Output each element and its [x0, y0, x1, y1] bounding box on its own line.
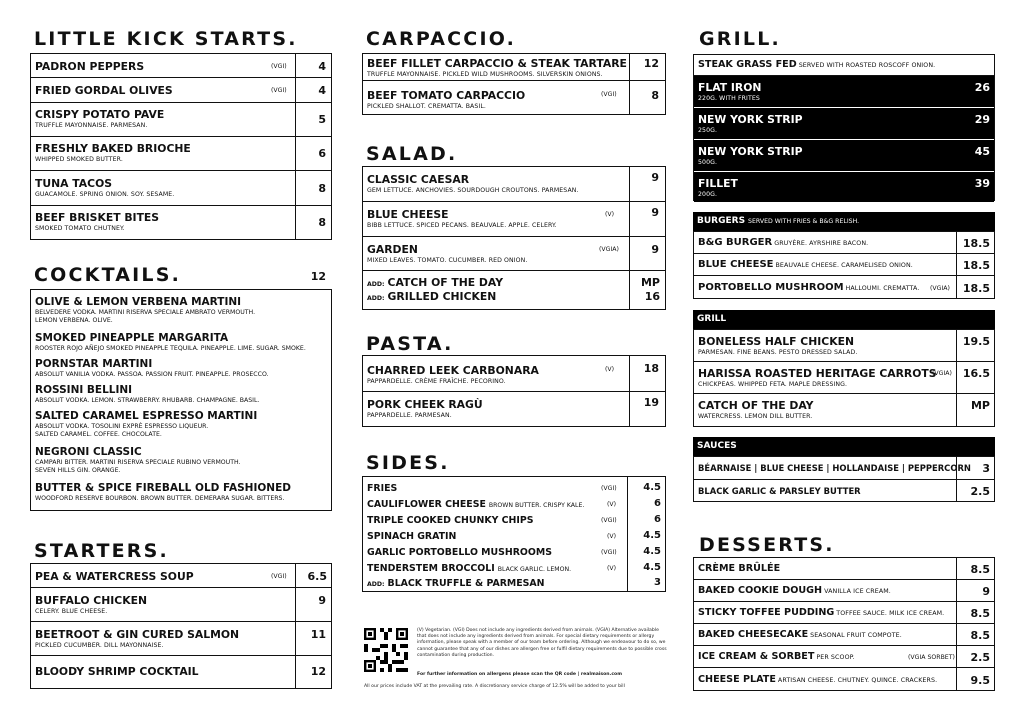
item-price: 19.5 — [962, 335, 990, 348]
item-extra: TOFFEE SAUCE. MILK ICE CREAM. — [836, 610, 945, 617]
diet-tag: (V) — [605, 366, 615, 373]
section-heading-desserts: DESSERTS. — [699, 534, 835, 556]
diet-tag: (VGI) — [601, 91, 617, 98]
item-price: 18.5 — [962, 282, 990, 295]
cocktails-price: 12 — [310, 270, 326, 283]
item-name: NEW YORK STRIP — [698, 145, 803, 158]
item-description: CELERY. BLUE CHEESE. — [35, 608, 108, 615]
item-line — [698, 651, 855, 662]
menu-item — [363, 202, 665, 237]
section-heading-carpaccio: CARPACCIO. — [366, 28, 517, 50]
menu-item — [31, 206, 331, 239]
side-name: CAULIFLOWER CHEESE — [367, 499, 486, 510]
cocktails-box — [30, 289, 332, 511]
item-price: 12 — [643, 57, 659, 70]
item-price: 45 — [974, 145, 990, 158]
item-description: 250G. — [698, 127, 718, 134]
cocktail-name: PORNSTAR MARTINI — [35, 358, 153, 370]
item-description: MIXED LEAVES. TOMATO. CUCUMBER. RED ONION. — [367, 257, 528, 264]
qr-note: For further information on allergens please scan the QR code | realmaison.com — [417, 672, 622, 677]
item-name: FLAT IRON — [698, 81, 762, 94]
add-on-price: MP — [640, 276, 660, 289]
side-name: GARLIC PORTOBELLO MUSHROOMS — [367, 547, 552, 558]
pasta-box — [362, 355, 666, 427]
item-extra: PER SCOOP. — [816, 654, 855, 661]
item-name: PEA & WATERCRESS SOUP — [35, 570, 194, 583]
item-description: CHICKPEAS. WHIPPED FETA. MAPLE DRESSING. — [698, 381, 848, 388]
side-name: TENDERSTEM BROCCOLI — [367, 563, 495, 574]
item-line — [698, 282, 919, 293]
item-name: STICKY TOFFEE PUDDING — [698, 607, 835, 618]
item-price: 6 — [318, 147, 326, 160]
item-name: BAKED COOKIE DOUGH — [698, 585, 823, 596]
cocktail-description: WOODFORD RESERVE BOURBON. BROWN BUTTER. DEMERARA SUGAR. BITTERS. — [35, 495, 285, 502]
salad-add-ons — [363, 271, 665, 311]
item-description: WATERCRESS. LEMON DILL BUTTER. — [698, 413, 813, 420]
sauces-header: SAUCES — [693, 437, 995, 456]
diet-tag: (VGI) — [271, 87, 287, 94]
item-name: CHARRED LEEK CARBONARA — [367, 364, 539, 377]
item-price: 18.5 — [962, 259, 990, 272]
sauce-name: BLACK GARLIC & PARSLEY BUTTER — [698, 486, 861, 496]
add-label: ADD: — [367, 281, 385, 288]
diet-tag: (VGIA) — [930, 285, 950, 292]
menu-item — [31, 171, 331, 206]
diet-tag: (V) — [605, 211, 615, 218]
section-heading-grill: GRILL. — [699, 28, 781, 50]
item-price: 9 — [651, 206, 659, 219]
menu-item — [363, 392, 665, 428]
diet-tag: (VGI) — [601, 485, 617, 492]
cocktail-name: BUTTER & SPICE FIREBALL OLD FASHIONED — [35, 482, 291, 494]
diet-tag: (VGI) — [271, 573, 287, 580]
item-price: 12 — [310, 665, 326, 678]
add-on-item — [367, 276, 503, 289]
menu-item — [694, 580, 994, 602]
item-extra: HALLOUMI. CREMATTA. — [845, 285, 920, 292]
item-extra: VANILLA ICE CREAM. — [824, 588, 891, 595]
cocktail-description: ABSOLUT VODKA. LEMON. STRAWBERRY. RHUBARB. CHAMPAGNE. BASIL. — [35, 397, 260, 404]
sides-box — [362, 476, 666, 592]
item-price: 6.5 — [307, 570, 327, 583]
steak-item — [694, 172, 994, 202]
item-price: 19 — [643, 396, 659, 409]
steak-item — [694, 108, 994, 140]
item-name: FRESHLY BAKED BRIOCHE — [35, 142, 191, 155]
item-description: 500G. — [698, 159, 718, 166]
sauce-price: 3 — [982, 462, 990, 475]
menu-item — [694, 558, 994, 580]
cocktail-name: OLIVE & LEMON VERBENA MARTINI — [35, 296, 242, 308]
diet-tag: (V) — [607, 533, 617, 540]
sauce-name: BÉARNAISE | BLUE CHEESE | HOLLANDAISE | PEPPERCORN — [698, 463, 971, 473]
item-price: 9 — [982, 585, 990, 598]
little-kick-starts-box — [30, 53, 332, 240]
item-price: 26 — [974, 81, 990, 94]
side-name: FRIES — [367, 483, 398, 494]
item-name: CLASSIC CAESAR — [367, 173, 470, 186]
diet-tag: (VGIA) — [599, 246, 619, 253]
section-heading-starters: STARTERS. — [34, 540, 169, 562]
menu-item — [694, 668, 994, 692]
section-heading-salad: SALAD. — [366, 143, 458, 165]
item-price: 8.5 — [970, 563, 990, 576]
item-price: 5 — [318, 113, 326, 126]
section-heading-sides: SIDES. — [366, 452, 450, 474]
item-name: BONELESS HALF CHICKEN — [698, 335, 854, 348]
item-name: BLUE CHEESE — [367, 208, 449, 221]
section-heading-cocktails: COCKTAILS. — [34, 264, 182, 286]
item-description: PAPPARDELLE. CRÈME FRAÎCHE. PECORINO. — [367, 378, 506, 385]
burgers-header-name: BURGERS — [697, 216, 746, 226]
burgers-box — [693, 231, 995, 299]
cocktail-description: BELVEDERE VODKA. MARTINI RISERVA SPECIALE AMBRATO VERMOUTH. — [35, 309, 256, 316]
section-heading-pasta: PASTA. — [366, 333, 454, 355]
item-price: 9 — [651, 243, 659, 256]
item-name: FILLET — [698, 177, 738, 190]
add-label: ADD: — [367, 581, 385, 588]
item-price: 16.5 — [962, 367, 990, 380]
sauces-box — [693, 456, 995, 502]
diet-tag: (VGI) — [601, 517, 617, 524]
cocktail-name: ROSSINI BELLINI — [35, 384, 133, 396]
cocktail-description: CAMPARI BITTER. MARTINI RISERVA SPECIALE RUBINO VERMOUTH. — [35, 459, 241, 466]
item-description: GEM LETTUCE. ANCHOVIES. SOURDOUGH CROUTONS. PARMESAN. — [367, 187, 579, 194]
sauce-item — [694, 480, 994, 503]
side-add-on — [367, 578, 545, 589]
steak-header-item — [698, 59, 935, 70]
item-price: 9.5 — [970, 674, 990, 687]
item-line — [698, 607, 944, 618]
steak-box — [693, 54, 995, 201]
diet-tag: (V) — [607, 501, 617, 508]
burgers-header — [693, 212, 995, 231]
item-name: PADRON PEPPERS — [35, 60, 145, 73]
item-price: 4 — [318, 84, 326, 97]
item-line — [698, 674, 937, 685]
diet-tag: (VGIA SORBET) — [908, 654, 955, 661]
side-price: 4.5 — [643, 530, 661, 541]
menu-item — [694, 602, 994, 624]
add-on-item — [367, 290, 496, 303]
cocktail-name: NEGRONI CLASSIC — [35, 446, 142, 458]
item-price: 9 — [651, 171, 659, 184]
item-line — [698, 259, 913, 270]
item-extra: ARTISAN CHEESE. CHUTNEY. QUINCE. CRACKERS. — [777, 677, 938, 684]
item-description: WHIPPED SMOKED BUTTER. — [35, 156, 123, 163]
add-label: ADD: — [367, 295, 385, 302]
item-price: 18 — [643, 362, 659, 375]
item-price: 8 — [318, 216, 326, 229]
item-name: PORK CHEEK RAGÙ — [367, 398, 483, 411]
menu-item — [31, 78, 331, 103]
steak-item — [694, 76, 994, 108]
item-name: BLOODY SHRIMP COCKTAIL — [35, 665, 199, 678]
side-price: 4.5 — [643, 546, 661, 557]
menu-item — [694, 362, 994, 394]
desserts-box — [693, 557, 995, 691]
item-name: BAKED CHEESECAKE — [698, 629, 809, 640]
item-name: ICE CREAM & SORBET — [698, 651, 815, 662]
add-on-name: CATCH OF THE DAY — [387, 276, 504, 289]
menu-item — [363, 356, 665, 392]
side-price: 6 — [654, 498, 661, 509]
item-line — [698, 237, 868, 248]
cocktail-description: SALTED CARAMEL. COFFEE. CHOCOLATE. — [35, 431, 162, 438]
item-price: 8 — [651, 89, 659, 102]
item-name: B&G BURGER — [698, 237, 773, 248]
diet-tag: (VGI) — [601, 549, 617, 556]
menu-item — [31, 54, 331, 78]
item-line — [698, 585, 891, 596]
menu-item — [694, 330, 994, 362]
qr-code-icon — [364, 628, 408, 672]
item-name: BEEF BRISKET BITES — [35, 211, 160, 224]
grill-header: GRILL — [693, 310, 995, 329]
diet-tag: (VGI) — [271, 63, 287, 70]
menu-item — [694, 276, 994, 300]
side-extra: BLACK GARLIC. LEMON. — [497, 566, 572, 573]
allergen-note: (V) Vegetarian. (VGI) Does not include any ingredients derived from animals. (VGIA) Alternative available that does not include any ingredients derived from animals. For special dietary requirements or allergy information, please speak with a member of our team before ordering. Although we endeavour to do so, we cannot guarantee that any of our dishes are allergen free or fulfil dietary requirements due to possible cross contamination during production. — [417, 628, 667, 658]
menu-item — [31, 137, 331, 171]
menu-item — [31, 103, 331, 137]
item-price: 8.5 — [970, 607, 990, 620]
cocktail-description: ABSOLUT VODKA. TOSOLINI EXPRÈ ESPRESSO LIQUEUR. — [35, 423, 209, 430]
cocktail-description: SEVEN HILLS GIN. ORANGE. — [35, 467, 121, 474]
item-name: TUNA TACOS — [35, 177, 113, 190]
item-name: BEEF TOMATO CARPACCIO — [367, 89, 526, 102]
menu-item — [694, 232, 994, 254]
steak-header-name: STEAK GRASS FED — [698, 59, 797, 70]
item-description: PAPPARDELLE. PARMESAN. — [367, 412, 452, 419]
menu-item — [694, 394, 994, 428]
item-price: 4 — [318, 60, 326, 73]
menu-item — [31, 656, 331, 688]
item-price: 18.5 — [962, 237, 990, 250]
cocktail-name: SMOKED PINEAPPLE MARGARITA — [35, 332, 229, 344]
burgers-header-extra: SERVED WITH FRIES & B&G RELISH. — [748, 218, 860, 225]
cocktail-name: SALTED CARAMEL ESPRESSO MARTINI — [35, 410, 258, 422]
side-extra: BROWN BUTTER. CRISPY KALE. — [488, 502, 585, 509]
steak-item — [694, 140, 994, 172]
add-on-price: 16 — [644, 290, 660, 303]
item-extra: SEASONAL FRUIT COMPOTE. — [810, 632, 902, 639]
item-description: GUACAMOLE. SPRING ONION. SOY. SESAME. — [35, 191, 175, 198]
sauce-item — [694, 457, 994, 480]
starters-box — [30, 563, 332, 689]
item-price: 2.5 — [970, 651, 990, 664]
item-name: CATCH OF THE DAY — [698, 399, 814, 412]
add-on-name: GRILLED CHICKEN — [387, 290, 497, 303]
side-item — [367, 499, 584, 510]
item-extra: GRUYÈRE. AYRSHIRE BACON. — [774, 240, 869, 247]
item-name: CHEESE PLATE — [698, 674, 776, 685]
item-price: 11 — [310, 628, 326, 641]
item-price: MP — [970, 399, 990, 412]
side-name: SPINACH GRATIN — [367, 531, 457, 542]
item-description: BIBB LETTUCE. SPICED PECANS. BEAUVALE. APPLE. CELERY. — [367, 222, 557, 229]
item-description: SMOKED TOMATO CHUTNEY. — [35, 225, 125, 232]
item-name: BEETROOT & GIN CURED SALMON — [35, 628, 240, 641]
add-on-price: 3 — [654, 577, 661, 588]
diet-tag: (V) — [607, 565, 617, 572]
service-charge-note: All our prices include VAT at the prevailing rate. A discretionary service charge of 12.5% will be added to your bill — [364, 684, 625, 689]
steak-header — [694, 55, 994, 76]
item-price: 29 — [974, 113, 990, 126]
item-description: TRUFFLE MAYONNAISE. PARMESAN. — [35, 122, 148, 129]
diet-tag: (VGIA) — [932, 370, 952, 377]
item-name: NEW YORK STRIP — [698, 113, 803, 126]
menu-item — [363, 54, 665, 81]
side-price: 4.5 — [643, 562, 661, 573]
item-name: BEEF FILLET CARPACCIO & STEAK TARTARE — [367, 57, 627, 70]
item-description: PICKLED CUCUMBER. DILL MAYONNAISE. — [35, 642, 164, 649]
side-price: 4.5 — [643, 482, 661, 493]
item-description: 200G. — [698, 191, 718, 198]
menu-item — [31, 588, 331, 622]
carpaccio-box — [362, 53, 666, 115]
side-name: TRIPLE COOKED CHUNKY CHIPS — [367, 515, 534, 526]
salad-box — [362, 166, 666, 310]
item-description: PARMESAN. FINE BEANS. PESTO DRESSED SALAD. — [698, 349, 858, 356]
item-description: 220G. WITH FRITES — [698, 95, 760, 102]
item-name: CRÈME BRÛLÉE — [698, 563, 781, 574]
item-line — [698, 629, 902, 640]
cocktail-description: LEMON VERBENA. OLIVE. — [35, 317, 113, 324]
menu-item — [363, 81, 665, 116]
side-item — [367, 563, 571, 574]
item-name: PORTOBELLO MUSHROOM — [698, 282, 844, 293]
item-price: 8 — [318, 182, 326, 195]
menu-item — [31, 622, 331, 656]
menu-item — [31, 564, 331, 588]
item-name: FRIED GORDAL OLIVES — [35, 84, 173, 97]
item-price: 9 — [318, 594, 326, 607]
steak-header-extra: SERVED WITH ROASTED ROSCOFF ONION. — [798, 62, 936, 69]
cocktail-description: ABSOLUT VANILIA VODKA. PASSOA. PASSION FRUIT. PINEAPPLE. PROSECCO. — [35, 371, 269, 378]
item-name: BUFFALO CHICKEN — [35, 594, 147, 607]
add-on-name: BLACK TRUFFLE & PARMESAN — [387, 578, 545, 589]
menu-item — [363, 237, 665, 271]
item-description: TRUFFLE MAYONNAISE. PICKLED WILD MUSHROOMS. SILVERSKIN ONIONS. — [367, 71, 603, 78]
grill-box — [693, 329, 995, 427]
item-price: 39 — [974, 177, 990, 190]
item-name: BLUE CHEESE — [698, 259, 774, 270]
item-name: HARISSA ROASTED HERITAGE CARROTS — [698, 367, 937, 380]
item-name: CRISPY POTATO PAVE — [35, 108, 165, 121]
sauce-price: 2.5 — [970, 485, 990, 498]
cocktail-description: ROOSTER ROJO AÑEJO SMOKED PINEAPPLE TEQUILA. PINEAPPLE. LIME. SUGAR. SMOKE. — [35, 345, 306, 352]
menu-item — [694, 254, 994, 276]
menu-item — [694, 624, 994, 646]
section-heading-little-kick-starts: LITTLE KICK STARTS. — [34, 28, 298, 50]
item-name: GARDEN — [367, 243, 418, 256]
item-price: 8.5 — [970, 629, 990, 642]
menu-item — [363, 167, 665, 202]
menu-item — [694, 646, 994, 668]
item-description: PICKLED SHALLOT. CREMATTA. BASIL. — [367, 103, 486, 110]
side-price: 6 — [654, 514, 661, 525]
item-extra: BEAUVALE CHEESE. CARAMELISED ONION. — [775, 262, 913, 269]
